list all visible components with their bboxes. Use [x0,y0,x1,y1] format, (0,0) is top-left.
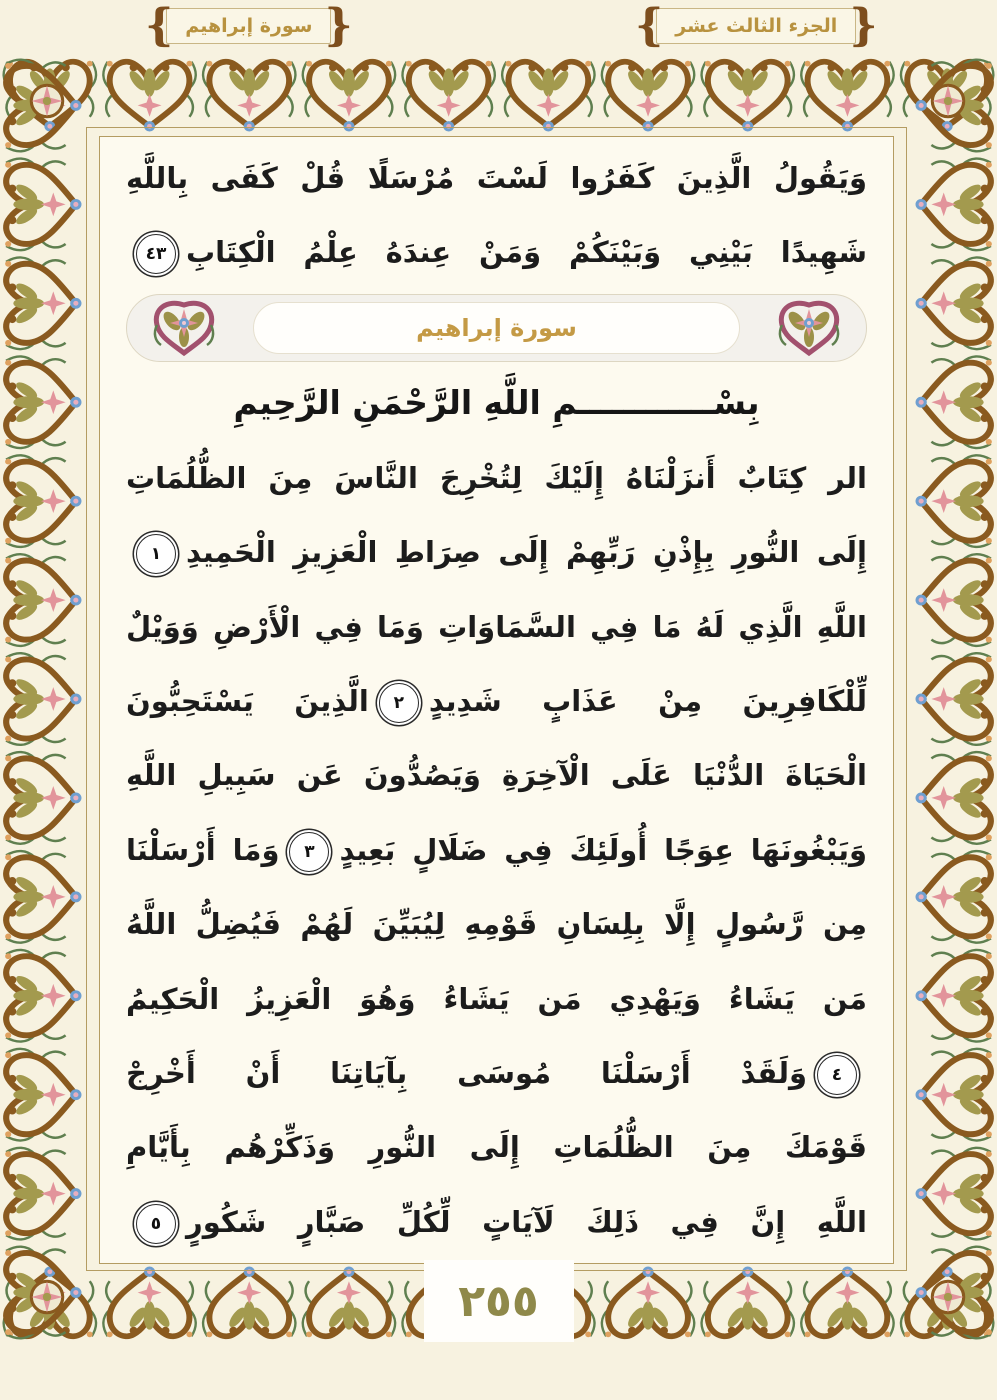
header-surah-label: سورة إبراهيم [166,8,331,44]
page-number-panel [424,1260,574,1342]
quran-line [126,889,867,959]
verse-number-badge: ٤٣ [136,234,176,274]
bismillah: بِسْــــــــــــمِ اللَّهِ الرَّحْمَنِ الرَّحِيمِ [233,383,760,423]
quran-line [126,1187,867,1257]
verse-number-badge: ٤ [817,1055,857,1095]
curly-bracket-right-icon: } [849,0,878,51]
ayah-text: وَيَقُولُ الَّذِينَ كَفَرُوا لَسْتَ مُرْسَلًا قُلْ كَفَى بِاللَّهِ [126,161,867,195]
curly-bracket-left-icon: { [635,0,664,51]
ayah-text: مِن رَّسُولٍ إِلَّا بِلِسَانِ قَوْمِهِ لِيُبَيِّنَ لَهُمْ فَيُضِلُّ اللَّهُ [126,907,867,942]
ayah-text: وَمَا أَرْسَلْنَا [126,832,280,867]
quran-line [126,217,867,287]
verse-number-badge: ١ [136,534,176,574]
page-number: ٢٥٥ [458,1275,539,1327]
quran-line [126,1112,867,1182]
ayah-text: الر كِتَابٌ أَنزَلْنَاهُ إِلَيْكَ لِتُخْرِجَ النَّاسَ مِنَ الظُّلُمَاتِ [126,460,867,495]
quran-line [126,143,867,213]
quran-line [126,1038,867,1108]
quran-line [126,443,867,513]
ayah-text: اللَّهِ إِنَّ فِي ذَلِكَ لَآيَاتٍ لِّكُلِّ صَبَّارٍ شَكُورٍ [186,1204,867,1239]
ornamental-border-top [0,56,997,132]
mushaf-text-area [99,136,894,1264]
corner-rosette-icon [925,1274,971,1320]
quran-line [126,517,867,587]
quran-line [126,964,867,1034]
curly-bracket-left-icon: { [145,0,174,51]
corner-rosette-icon [925,78,971,124]
ayah-text: شَهِيدًا بَيْنِي وَبَيْنَكُمْ وَمَنْ عِندَهُ عِلْمُ الْكِتَابِ [186,235,867,270]
verse-number-badge: ٢ [379,683,419,723]
verse-number-badge: ٥ [136,1204,176,1244]
ayah-text: لِّلْكَافِرِينَ مِنْ عَذَابٍ شَدِيدٍ [428,683,867,718]
verse-number-badge: ٣ [289,832,329,872]
corner-rosette-icon [24,78,70,124]
ayah-text: وَيَبْغُونَهَا عِوَجًا أُولَئِكَ فِي ضَلَالٍ بَعِيدٍ [339,832,867,867]
floral-medallion-icon [774,299,844,357]
ayah-text: إِلَى النُّورِ بِإِذْنِ رَبِّهِمْ إِلَى صِرَاطِ الْعَزِيزِ الْحَمِيدِ [186,535,867,570]
floral-medallion-icon [149,299,219,357]
quran-line [126,815,867,885]
ayah-text: قَوْمَكَ مِنَ الظُّلُمَاتِ إِلَى النُّورِ وَذَكِّرْهُم بِأَيَّامِ [126,1130,867,1165]
ayah-text: الْحَيَاةَ الدُّنْيَا عَلَى الْآخِرَةِ وَيَصُدُّونَ عَن سَبِيلِ اللَّهِ [126,758,867,793]
header-surah-cartouche [145,0,353,51]
quran-line [126,666,867,736]
ornamental-border-right [915,56,997,1342]
quran-line [126,740,867,810]
surah-title: سورة إبراهيم [253,302,740,354]
quran-line [126,592,867,662]
ayah-text: مَن يَشَاءُ وَيَهْدِي مَن يَشَاءُ وَهُوَ الْعَزِيزُ الْحَكِيمُ [126,981,867,1016]
header-juz-label: الجزء الثالث عشر [656,8,856,44]
corner-rosette-icon [24,1274,70,1320]
curly-bracket-right-icon: } [324,0,353,51]
ayah-text: الَّذِينَ يَسْتَحِبُّونَ [126,683,369,718]
ornamental-border-left [0,56,82,1342]
ayah-text: اللَّهِ الَّذِي لَهُ مَا فِي السَّمَاوَاتِ وَمَا فِي الْأَرْضِ وَوَيْلٌ [126,609,867,644]
header-juz-cartouche [635,0,878,51]
ayah-text: وَلَقَدْ أَرْسَلْنَا مُوسَى بِآيَاتِنَا أَنْ أَخْرِجْ [126,1056,807,1091]
surah-title-banner [126,294,867,362]
